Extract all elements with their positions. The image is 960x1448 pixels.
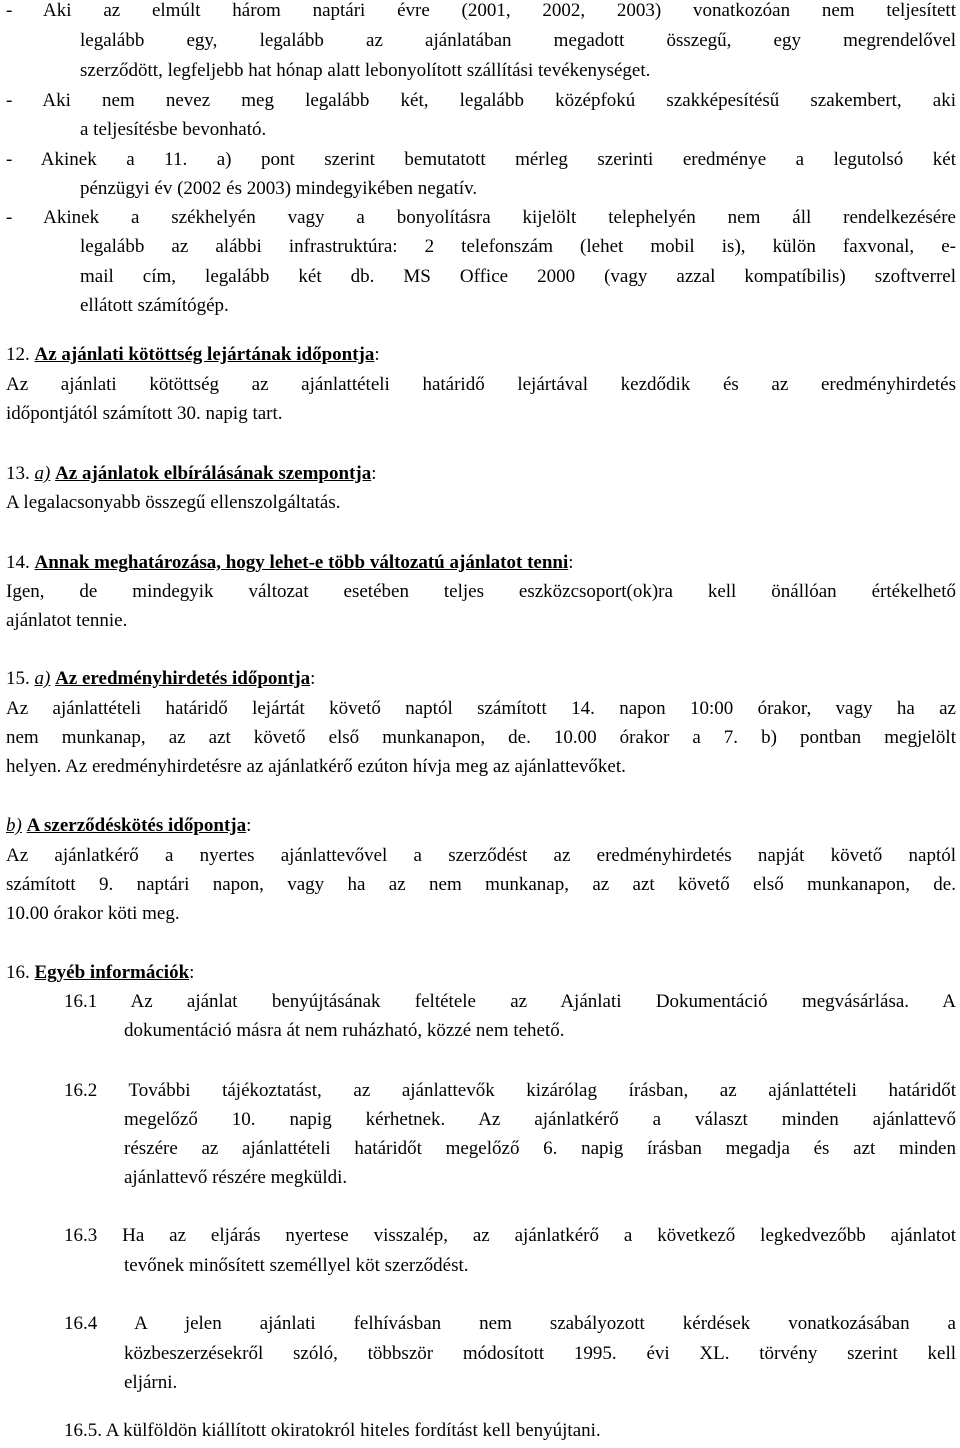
section-12-title: Az ajánlati kötöttség lejártának időpontja bbox=[34, 344, 375, 365]
section-15b-colon: : bbox=[246, 815, 252, 836]
bullet-1-line-2: legalább egy, legalább az ajánlatában megadott összegű, egy megrendelővel bbox=[80, 30, 956, 51]
bullet-3-line-2: pénzügyi év (2002 és 2003) mindegyikében negatív. bbox=[80, 178, 478, 199]
item-16-5-line-1: 16.5. A külföldön kiállított okiratokról hiteles fordítást kell benyújtani. bbox=[64, 1420, 601, 1441]
section-16-heading bbox=[6, 962, 956, 984]
item-16-3-line-2: tevőnek minősített személlyel köt szerződést. bbox=[124, 1255, 469, 1276]
bullet-1-line-3: szerződött, legfeljebb hat hónap alatt lebonyolított szállítási tevékenységet. bbox=[80, 60, 651, 81]
bullet-2-line-2: a teljesítésbe bevonható. bbox=[80, 119, 267, 140]
bullet-1-line-1: - Aki az elmúlt három naptári évre (2001, 2002, 2003) vonatkozóan nem teljesített bbox=[6, 0, 956, 21]
section-15b-title: A szerződéskötés időpontja bbox=[26, 815, 247, 836]
item-16-1-line-1: 16.1 Az ajánlat benyújtásának feltétele az Ajánlati Dokumentáció megvásárlása. A bbox=[64, 991, 956, 1012]
section-14-line-1: Igen, de mindegyik változat esetében teljes eszközcsoport(ok)ra kell önállóan értékelhető bbox=[6, 581, 956, 602]
section-13-heading bbox=[6, 463, 956, 485]
section-12-colon: : bbox=[374, 344, 380, 365]
bullet-2-line-1: - Aki nem nevez meg legalább két, legalább középfokú szakképesítésű szakembert, aki bbox=[6, 90, 956, 111]
item-16-1-line-2: dokumentáció másra át nem ruházható, közzé nem tehető. bbox=[124, 1020, 565, 1041]
section-13-number: 13. bbox=[6, 463, 30, 484]
section-13-title: Az ajánlatok elbírálásának szempontja bbox=[55, 463, 372, 484]
section-16-number: 16. bbox=[6, 962, 30, 983]
item-16-2-line-2: megelőző 10. napig kérhetnek. Az ajánlatkérő a választ minden ajánlattevő bbox=[124, 1109, 956, 1130]
bullet-4-line-4: ellátott számítógép. bbox=[80, 295, 229, 316]
section-15b-line-2: számított 9. naptári napon, vagy ha az nem munkanap, az azt követő első munkanapon, de. bbox=[6, 874, 956, 895]
section-12-number: 12. bbox=[6, 344, 30, 365]
item-16-4-line-1: 16.4 A jelen ajánlati felhívásban nem szabályozott kérdések vonatkozásában a bbox=[64, 1313, 956, 1334]
section-14-colon: : bbox=[568, 552, 574, 573]
section-13-sub: a) bbox=[34, 463, 51, 484]
section-12-line-1: Az ajánlati kötöttség az ajánlattételi határidő lejártával kezdődik és az eredményhirdetés bbox=[6, 374, 956, 395]
section-15a-heading bbox=[6, 668, 956, 690]
bullet-3-line-1: - Akinek a 11. a) pont szerint bemutatott mérleg szerinti eredménye a legutolsó két bbox=[6, 149, 956, 170]
section-15b-line-1: Az ajánlatkérő a nyertes ajánlattevővel a szerződést az eredményhirdetés napját követő naptól bbox=[6, 845, 956, 866]
item-16-2-line-3: részére az ajánlattételi határidőt megelőző 6. napig írásban megadja és azt minden bbox=[124, 1138, 956, 1159]
section-15a-line-3: helyen. Az eredményhirdetésre az ajánlatkérő ezúton hívja meg az ajánlattevőket. bbox=[6, 756, 626, 777]
section-16-title: Egyéb információk bbox=[34, 962, 190, 983]
section-15a-colon: : bbox=[310, 668, 316, 689]
section-14-heading bbox=[6, 552, 956, 574]
section-15b-sub: b) bbox=[6, 815, 22, 836]
section-12-line-2: időpontjától számított 30. napig tart. bbox=[6, 403, 283, 424]
bullet-4-line-2: legalább az alábbi infrastruktúra: 2 telefonszám (lehet mobil is), külön faxvonal, e- bbox=[80, 236, 956, 257]
item-16-3-line-1: 16.3 Ha az eljárás nyertese visszalép, az ajánlatkérő a következő legkedvezőbb ajánlatot bbox=[64, 1225, 956, 1246]
item-16-2-line-1: 16.2 További tájékoztatást, az ajánlattevők kizárólag írásban, az ajánlattételi határidőt bbox=[64, 1080, 956, 1101]
section-15b-heading bbox=[6, 815, 956, 837]
bullet-4-line-1: - Akinek a székhelyén vagy a bonyolításra kijelölt telephelyén nem áll rendelkezésére bbox=[6, 207, 956, 228]
item-16-4-line-3: eljárni. bbox=[124, 1372, 178, 1393]
section-15a-sub: a) bbox=[34, 668, 51, 689]
section-15b-line-3: 10.00 órakor köti meg. bbox=[6, 903, 180, 924]
bullet-4-line-3: mail cím, legalább két db. MS Office 2000 (vagy azzal kompatíbilis) szoftverrel bbox=[80, 266, 956, 287]
section-15a-title: Az eredményhirdetés időpontja bbox=[55, 668, 311, 689]
section-16-colon: : bbox=[189, 962, 195, 983]
section-12-heading bbox=[6, 344, 956, 366]
section-15-number: 15. bbox=[6, 668, 30, 689]
section-13-colon: : bbox=[371, 463, 377, 484]
section-13-line-1: A legalacsonyabb összegű ellenszolgáltatás. bbox=[6, 492, 341, 513]
section-14-line-2: ajánlatot tennie. bbox=[6, 610, 128, 631]
section-15a-line-1: Az ajánlattételi határidő lejártát követő naptól számított 14. napon 10:00 órakor, vagy ha az bbox=[6, 698, 956, 719]
item-16-4-line-2: közbeszerzésekről szóló, többször módosított 1995. évi XL. törvény szerint kell bbox=[124, 1343, 956, 1364]
section-15a-line-2: nem munkanap, az azt követő első munkanapon, de. 10.00 órakor a 7. b) pontban megjelölt bbox=[6, 727, 956, 748]
item-16-2-line-4: ajánlattevő részére megküldi. bbox=[124, 1167, 348, 1188]
section-14-title: Annak meghatározása, hogy lehet-e több változatú ajánlatot tenni bbox=[34, 552, 569, 573]
section-14-number: 14. bbox=[6, 552, 30, 573]
